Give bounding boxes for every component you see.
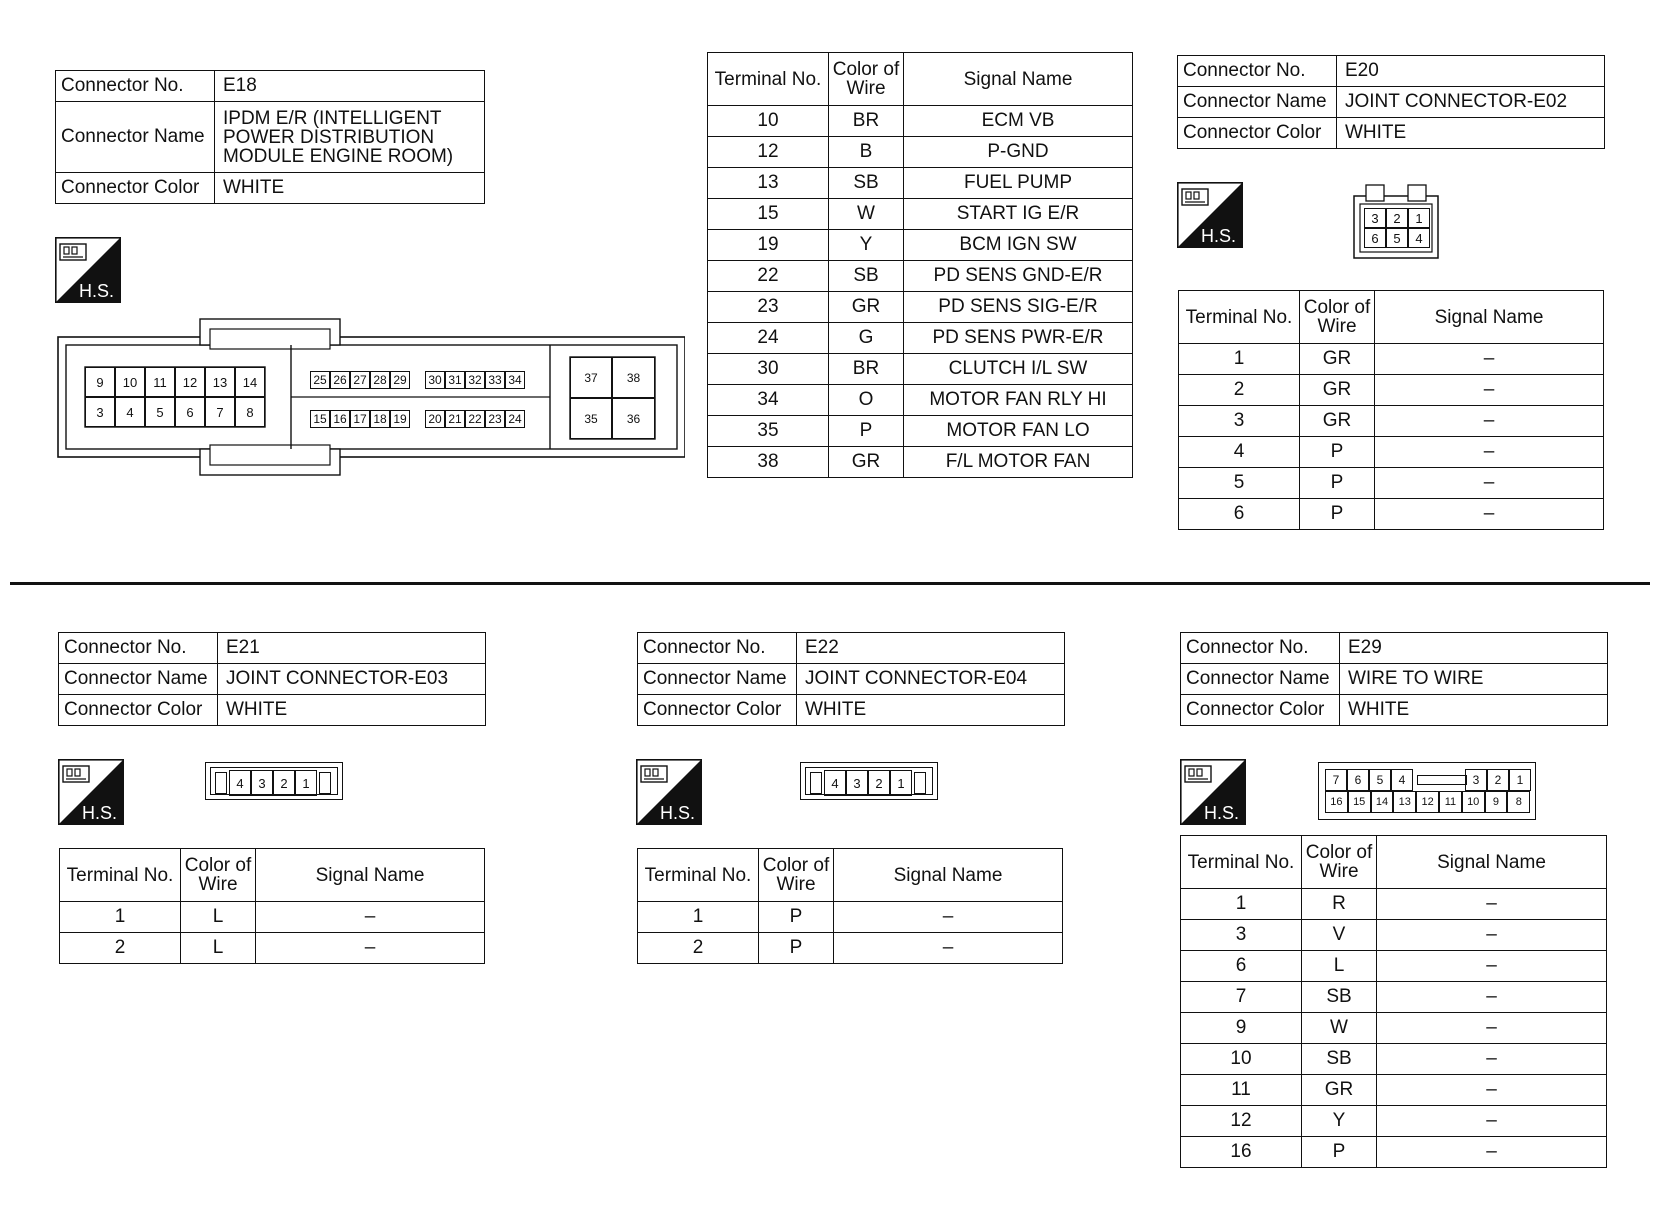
pin-6: 6 xyxy=(1364,228,1386,248)
signal-name-cell: – xyxy=(1375,437,1604,468)
wire-color-cell: R xyxy=(1302,889,1377,920)
terminal-no-cell: 5 xyxy=(1179,468,1300,499)
terminal-no-cell: 1 xyxy=(638,902,759,933)
pin-6: 6 xyxy=(175,397,205,427)
terminal-no-cell: 9 xyxy=(1181,1013,1302,1044)
wire-color-cell: P xyxy=(1300,499,1375,530)
terminal-no-cell: 23 xyxy=(708,292,829,323)
signal-name-cell: F/L MOTOR FAN xyxy=(904,447,1133,478)
pin-2: 2 xyxy=(273,770,295,796)
wire-color-cell: O xyxy=(829,385,904,416)
hs-icon-e21 xyxy=(58,759,124,825)
pin-15: 15 xyxy=(310,410,330,428)
signal-name-cell: PD SENS PWR-E/R xyxy=(904,323,1133,354)
table-row xyxy=(60,933,485,964)
connector-color-label: Connector Color xyxy=(59,695,218,726)
wire-color-cell: GR xyxy=(1300,344,1375,375)
table-row xyxy=(708,261,1133,292)
pin-36: 36 xyxy=(612,398,655,439)
table-row xyxy=(708,416,1133,447)
color-of-wire-header xyxy=(181,849,256,902)
terminal-no-cell: 35 xyxy=(708,416,829,447)
table-row xyxy=(1181,1106,1607,1137)
pin-22: 22 xyxy=(465,410,485,428)
signal-name-cell: – xyxy=(1377,889,1607,920)
blank-cavity xyxy=(215,772,227,794)
pin-4: 4 xyxy=(1408,228,1430,248)
connector-no-value: E21 xyxy=(218,633,486,664)
table-row xyxy=(1181,1075,1607,1106)
wire-color-cell: BR xyxy=(829,106,904,137)
wire-color-cell: P xyxy=(1302,1137,1377,1168)
e18-connector-diagram xyxy=(55,315,685,480)
connector-no-value: E22 xyxy=(797,633,1065,664)
pin-12: 12 xyxy=(175,367,205,397)
signal-name-cell: – xyxy=(834,902,1063,933)
terminal-no-cell: 1 xyxy=(1181,889,1302,920)
pin-17: 17 xyxy=(350,410,370,428)
signal-name-cell: MOTOR FAN RLY HI xyxy=(904,385,1133,416)
connector-color-label: Connector Color xyxy=(56,173,215,204)
e20-terminal-table xyxy=(1178,290,1604,530)
wire-color-cell: SB xyxy=(829,168,904,199)
signal-name-cell: – xyxy=(1375,468,1604,499)
connector-name-label: Connector Name xyxy=(56,102,215,173)
e18-info-table xyxy=(55,70,485,204)
e21-connector-diagram xyxy=(205,762,343,800)
blank-cavity xyxy=(1417,775,1467,785)
wire-color-cell: SB xyxy=(1302,1044,1377,1075)
pin-4: 4 xyxy=(115,397,145,427)
signal-name-cell: – xyxy=(1377,982,1607,1013)
hs-label: H.S. xyxy=(1201,226,1237,246)
e29-connector-diagram xyxy=(1318,762,1536,820)
wire-color-cell: L xyxy=(181,933,256,964)
wire-color-cell: G xyxy=(829,323,904,354)
pin-4: 4 xyxy=(824,770,846,796)
connector-name-label: Connector Name xyxy=(59,664,218,695)
connector-housing xyxy=(210,767,338,795)
terminal-no-header: Terminal No. xyxy=(1179,291,1300,344)
pin-13: 13 xyxy=(1393,791,1416,813)
table-row xyxy=(638,933,1063,964)
signal-name-cell: – xyxy=(1377,920,1607,951)
color-of-wire-line1: Color of xyxy=(1305,842,1373,863)
pin-35: 35 xyxy=(570,398,612,439)
e18-terminal-rows xyxy=(708,106,1133,478)
wire-color-cell: GR xyxy=(1302,1075,1377,1106)
wire-color-cell: GR xyxy=(829,292,904,323)
signal-name-header: Signal Name xyxy=(904,53,1133,106)
terminal-no-cell: 12 xyxy=(1181,1106,1302,1137)
wire-color-cell: SB xyxy=(1302,982,1377,1013)
color-of-wire-line2: Wire xyxy=(776,874,816,895)
signal-name-cell: – xyxy=(256,933,485,964)
connector-name-value xyxy=(215,102,485,173)
pin-10: 10 xyxy=(115,367,145,397)
connector-color-value: WHITE xyxy=(218,695,486,726)
terminal-no-cell: 3 xyxy=(1181,920,1302,951)
wire-color-cell: P xyxy=(759,933,834,964)
pin-16: 16 xyxy=(1325,791,1348,813)
terminal-no-cell: 11 xyxy=(1181,1075,1302,1106)
connector-housing xyxy=(805,767,933,795)
signal-name-cell: – xyxy=(834,933,1063,964)
table-row xyxy=(708,230,1133,261)
terminal-no-cell: 34 xyxy=(708,385,829,416)
wire-color-cell: P xyxy=(759,902,834,933)
pin-33: 33 xyxy=(485,371,505,389)
color-of-wire-line1: Color of xyxy=(184,855,252,876)
e21-info-table xyxy=(58,632,486,726)
color-of-wire-line2: Wire xyxy=(846,78,886,99)
wire-color-cell: V xyxy=(1302,920,1377,951)
pin-37: 37 xyxy=(570,357,612,398)
terminal-no-cell: 7 xyxy=(1181,982,1302,1013)
pin-7: 7 xyxy=(1325,769,1347,791)
pin-25: 25 xyxy=(310,371,330,389)
signal-name-cell: – xyxy=(1377,1013,1607,1044)
color-of-wire-line1: Color of xyxy=(832,59,900,80)
pin-10: 10 xyxy=(1462,791,1485,813)
pin-29: 29 xyxy=(390,371,410,389)
e29-terminal-rows xyxy=(1181,889,1607,1168)
signal-name-header: Signal Name xyxy=(1375,291,1604,344)
connector-name-value: JOINT CONNECTOR-E04 xyxy=(797,664,1065,695)
pin-27: 27 xyxy=(350,371,370,389)
connector-no-label: Connector No. xyxy=(638,633,797,664)
terminal-no-cell: 10 xyxy=(1181,1044,1302,1075)
signal-name-cell: – xyxy=(256,902,485,933)
table-row xyxy=(1181,1044,1607,1075)
connector-name-value: JOINT CONNECTOR-E02 xyxy=(1337,87,1605,118)
wire-color-cell: BR xyxy=(829,354,904,385)
wire-color-cell: GR xyxy=(1300,406,1375,437)
signal-name-cell: – xyxy=(1377,951,1607,982)
table-row xyxy=(1181,982,1607,1013)
connector-color-value: WHITE xyxy=(1337,118,1605,149)
table-row xyxy=(1179,375,1604,406)
color-of-wire-line1: Color of xyxy=(1303,297,1371,318)
signal-name-cell: – xyxy=(1375,375,1604,406)
pin-3: 3 xyxy=(846,770,868,796)
pin-34: 34 xyxy=(505,371,525,389)
pin-4: 4 xyxy=(229,770,251,796)
table-row xyxy=(708,323,1133,354)
pin-5: 5 xyxy=(145,397,175,427)
e22-terminal-table xyxy=(637,848,1063,964)
signal-name-cell: PD SENS SIG-E/R xyxy=(904,292,1133,323)
terminal-no-cell: 3 xyxy=(1179,406,1300,437)
signal-name-header: Signal Name xyxy=(1377,836,1607,889)
terminal-no-cell: 2 xyxy=(1179,375,1300,406)
connector-no-value: E29 xyxy=(1340,633,1608,664)
wire-color-cell: P xyxy=(1300,468,1375,499)
signal-name-cell: PD SENS GND-E/R xyxy=(904,261,1133,292)
wire-color-cell: Y xyxy=(829,230,904,261)
hs-label: H.S. xyxy=(660,803,696,823)
pin-24: 24 xyxy=(505,410,525,428)
e22-connector-diagram xyxy=(800,762,938,800)
terminal-no-cell: 10 xyxy=(708,106,829,137)
section-divider xyxy=(10,582,1650,585)
terminal-no-cell: 1 xyxy=(1179,344,1300,375)
pin-1: 1 xyxy=(1509,769,1531,791)
color-of-wire-header xyxy=(1300,291,1375,344)
e29-info-table xyxy=(1180,632,1608,726)
color-of-wire-line2: Wire xyxy=(1319,861,1359,882)
pin-2: 2 xyxy=(1386,208,1408,228)
table-row xyxy=(708,199,1133,230)
table-row xyxy=(708,447,1133,478)
hs-label: H.S. xyxy=(79,281,115,301)
pin-9: 9 xyxy=(1485,791,1508,813)
connector-color-label: Connector Color xyxy=(638,695,797,726)
e21-terminal-rows xyxy=(60,902,485,964)
terminal-no-cell: 12 xyxy=(708,137,829,168)
signal-name-header: Signal Name xyxy=(834,849,1063,902)
signal-name-cell: – xyxy=(1377,1106,1607,1137)
terminal-no-cell: 2 xyxy=(638,933,759,964)
wire-color-cell: Y xyxy=(1302,1106,1377,1137)
pin-8: 8 xyxy=(235,397,265,427)
pin-5: 5 xyxy=(1369,769,1391,791)
pin-18: 18 xyxy=(370,410,390,428)
pin-32: 32 xyxy=(465,371,485,389)
signal-name-cell: – xyxy=(1375,406,1604,437)
terminal-no-cell: 38 xyxy=(708,447,829,478)
terminal-no-cell: 6 xyxy=(1179,499,1300,530)
connector-no-label: Connector No. xyxy=(1181,633,1340,664)
pin-13: 13 xyxy=(205,367,235,397)
signal-name-cell: ECM VB xyxy=(904,106,1133,137)
table-row xyxy=(1179,468,1604,499)
blank-cavity xyxy=(319,772,331,794)
signal-name-cell: – xyxy=(1377,1044,1607,1075)
pin-2: 2 xyxy=(868,770,890,796)
connector-housing xyxy=(1325,767,1529,815)
signal-name-cell: BCM IGN SW xyxy=(904,230,1133,261)
pin-38: 38 xyxy=(612,357,655,398)
connector-no-value: E18 xyxy=(215,71,485,102)
signal-name-cell: – xyxy=(1375,499,1604,530)
connector-name-label: Connector Name xyxy=(638,664,797,695)
color-of-wire-line2: Wire xyxy=(198,874,238,895)
connector-no-value: E20 xyxy=(1337,56,1605,87)
pin-1: 1 xyxy=(295,770,317,796)
color-of-wire-line1: Color of xyxy=(762,855,830,876)
e20-connector-diagram xyxy=(1352,182,1442,260)
wire-color-cell: W xyxy=(1302,1013,1377,1044)
pin-3: 3 xyxy=(1465,769,1487,791)
pin-11: 11 xyxy=(145,367,175,397)
connector-color-value: WHITE xyxy=(215,173,485,204)
pin-4: 4 xyxy=(1391,769,1413,791)
connector-name-value: JOINT CONNECTOR-E03 xyxy=(218,664,486,695)
pin-6: 6 xyxy=(1347,769,1369,791)
table-row xyxy=(638,902,1063,933)
connector-color-value: WHITE xyxy=(797,695,1065,726)
signal-name-cell: MOTOR FAN LO xyxy=(904,416,1133,447)
terminal-no-cell: 4 xyxy=(1179,437,1300,468)
table-row xyxy=(708,292,1133,323)
pin-14: 14 xyxy=(1371,791,1394,813)
pin-14: 14 xyxy=(235,367,265,397)
color-of-wire-header xyxy=(1302,836,1377,889)
table-row xyxy=(708,137,1133,168)
table-row xyxy=(1181,889,1607,920)
pin-19: 19 xyxy=(390,410,410,428)
connector-name-line-2: POWER DISTRIBUTION xyxy=(223,126,435,148)
terminal-no-header: Terminal No. xyxy=(1181,836,1302,889)
table-row xyxy=(1181,1013,1607,1044)
e22-terminal-rows xyxy=(638,902,1063,964)
terminal-no-cell: 1 xyxy=(60,902,181,933)
hs-label: H.S. xyxy=(82,803,118,823)
terminal-no-cell: 19 xyxy=(708,230,829,261)
pin-26: 26 xyxy=(330,371,350,389)
signal-name-cell: P-GND xyxy=(904,137,1133,168)
blank-cavity xyxy=(810,772,822,794)
table-row xyxy=(708,168,1133,199)
wire-color-cell: W xyxy=(829,199,904,230)
terminal-no-cell: 2 xyxy=(60,933,181,964)
pin-9: 9 xyxy=(85,367,115,397)
table-row xyxy=(1179,344,1604,375)
pin-20: 20 xyxy=(425,410,445,428)
pin-2: 2 xyxy=(1487,769,1509,791)
color-of-wire-line2: Wire xyxy=(1317,316,1357,337)
wire-color-cell: L xyxy=(181,902,256,933)
terminal-no-cell: 15 xyxy=(708,199,829,230)
terminal-no-header: Terminal No. xyxy=(638,849,759,902)
terminal-no-cell: 22 xyxy=(708,261,829,292)
e20-info-table xyxy=(1177,55,1605,149)
connector-color-label: Connector Color xyxy=(1181,695,1340,726)
table-row xyxy=(1179,406,1604,437)
hs-label: H.S. xyxy=(1204,803,1240,823)
terminal-no-cell: 30 xyxy=(708,354,829,385)
pin-28: 28 xyxy=(370,371,390,389)
wire-color-cell: SB xyxy=(829,261,904,292)
pin-31: 31 xyxy=(445,371,465,389)
e21-terminal-table xyxy=(59,848,485,964)
signal-name-cell: – xyxy=(1377,1075,1607,1106)
connector-name-label: Connector Name xyxy=(1178,87,1337,118)
table-row xyxy=(708,385,1133,416)
connector-name-value: WIRE TO WIRE xyxy=(1340,664,1608,695)
pin-8: 8 xyxy=(1507,791,1530,813)
wire-color-cell: L xyxy=(1302,951,1377,982)
connector-name-line-1: IPDM E/R (INTELLIGENT xyxy=(223,107,442,129)
hs-icon-e29 xyxy=(1180,759,1246,825)
signal-name-cell: – xyxy=(1375,344,1604,375)
table-row xyxy=(60,902,485,933)
terminal-no-cell: 6 xyxy=(1181,951,1302,982)
connector-name-label: Connector Name xyxy=(1181,664,1340,695)
table-row xyxy=(1181,1137,1607,1168)
pin-15: 15 xyxy=(1348,791,1371,813)
e22-info-table xyxy=(637,632,1065,726)
table-row xyxy=(1179,437,1604,468)
pin-12: 12 xyxy=(1416,791,1439,813)
connector-no-label: Connector No. xyxy=(56,71,215,102)
pin-7: 7 xyxy=(205,397,235,427)
pin-3: 3 xyxy=(85,397,115,427)
wire-color-cell: P xyxy=(829,416,904,447)
e18-terminal-table xyxy=(707,52,1133,478)
terminal-no-cell: 16 xyxy=(1181,1137,1302,1168)
signal-name-header: Signal Name xyxy=(256,849,485,902)
wire-color-cell: P xyxy=(1300,437,1375,468)
table-row xyxy=(1181,951,1607,982)
wire-color-cell: B xyxy=(829,137,904,168)
signal-name-cell: FUEL PUMP xyxy=(904,168,1133,199)
pin-23: 23 xyxy=(485,410,505,428)
signal-name-cell: START IG E/R xyxy=(904,199,1133,230)
terminal-no-cell: 13 xyxy=(708,168,829,199)
connector-color-label: Connector Color xyxy=(1178,118,1337,149)
pin-1: 1 xyxy=(890,770,912,796)
connector-no-label: Connector No. xyxy=(1178,56,1337,87)
connector-name-line-3: MODULE ENGINE ROOM) xyxy=(223,145,454,167)
wire-color-cell: GR xyxy=(1300,375,1375,406)
terminal-no-header: Terminal No. xyxy=(708,53,829,106)
terminal-no-cell: 24 xyxy=(708,323,829,354)
signal-name-cell: CLUTCH I/L SW xyxy=(904,354,1133,385)
table-row xyxy=(708,106,1133,137)
table-row xyxy=(708,354,1133,385)
hs-icon-e22 xyxy=(636,759,702,825)
pin-11: 11 xyxy=(1439,791,1462,813)
hs-icon-e20 xyxy=(1177,182,1243,248)
connector-color-value: WHITE xyxy=(1340,695,1608,726)
color-of-wire-header xyxy=(759,849,834,902)
pin-3: 3 xyxy=(251,770,273,796)
pin-16: 16 xyxy=(330,410,350,428)
pin-3: 3 xyxy=(1364,208,1386,228)
table-row xyxy=(1179,499,1604,530)
e29-terminal-table xyxy=(1180,835,1607,1168)
pin-30: 30 xyxy=(425,371,445,389)
connector-no-label: Connector No. xyxy=(59,633,218,664)
color-of-wire-header xyxy=(829,53,904,106)
pin-5: 5 xyxy=(1386,228,1408,248)
wire-color-cell: GR xyxy=(829,447,904,478)
hs-icon-e18 xyxy=(55,237,121,303)
e20-terminal-rows xyxy=(1179,344,1604,530)
signal-name-cell: – xyxy=(1377,1137,1607,1168)
terminal-no-header: Terminal No. xyxy=(60,849,181,902)
pin-1: 1 xyxy=(1408,208,1430,228)
pin-21: 21 xyxy=(445,410,465,428)
blank-cavity xyxy=(914,772,926,794)
table-row xyxy=(1181,920,1607,951)
